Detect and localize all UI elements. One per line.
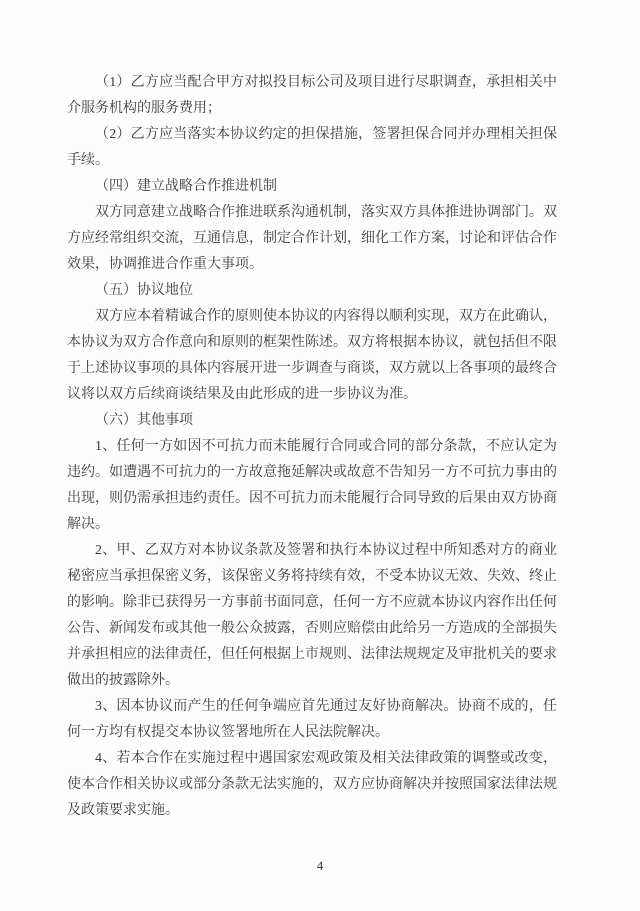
paragraph: （1）乙方应当配合甲方对拟投目标公司及项目进行尽职调查，承担相关中介服务机构的服务费用；: [67, 75, 557, 116]
paragraph: 3、因本协议而产生的任何争端应首先通过友好协商解决。协商不成的，任何一方均有权提交本协议签署地所在人民法院解决。: [67, 699, 557, 740]
page-number: 4: [316, 858, 324, 873]
section-heading: （六）其他事项: [95, 413, 193, 428]
section-heading: （五）协议地位: [95, 283, 193, 298]
document-body: [67, 70, 557, 824]
paragraph: 4、若本合作在实施过程中遇国家宏观政策及相关法律政策的调整或改变，使本合作相关协议或部分条款无法实施的，双方应协商解决并按照国家法律法规及政策要求实施。: [67, 751, 557, 818]
paragraph: 双方应本着精诚合作的原则使本协议的内容得以顺利实现，双方在此确认，本协议为双方合作意向和原则的框架性陈述。双方将根据本协议，就包括但不限于上述协议事项的具体内容展开进一步调查与商谈，双方就以上各事项的最终合议将以双方后续商谈结果及由此形成的进一步协议为准。: [67, 309, 557, 402]
paragraph: （2）乙方应当落实本协议约定的担保措施，签署担保合同并办理相关担保手续。: [67, 127, 557, 168]
paragraph: 双方同意建立战略合作推进联系沟通机制，落实双方具体推进协调部门。双方应经常组织交流，互通信息，制定合作计划，细化工作方案，讨论和评估合作效果，协调推进合作重大事项。: [67, 205, 557, 272]
paragraph: 1、任何一方如因不可抗力而未能履行合同或合同的部分条款，不应认定为违约。如遭遇不可抗力的一方故意拖延解决或故意不告知另一方不可抗力事由的出现，则仍需承担违约责任。因不可抗力而未能履行合同导致的后果由双方协商解决。: [67, 439, 557, 532]
paragraph: 2、甲、乙双方对本协议条款及签署和执行本协议过程中所知悉对方的商业秘密应当承担保密义务，该保密义务将持续有效，不受本协议无效、失效、终止的影响。除非已获得另一方事前书面同意，任何一方不应就本协议内容作出任何公告、新闻发布或其他一般公众披露，否则应赔偿由此给另一方造成的全部损失并承担相应的法律责任，但任何根据上市规则、法律法规规定及审批机关的要求做出的披露除外。: [67, 543, 557, 688]
section-heading: （四）建立战略合作推进机制: [95, 179, 277, 194]
